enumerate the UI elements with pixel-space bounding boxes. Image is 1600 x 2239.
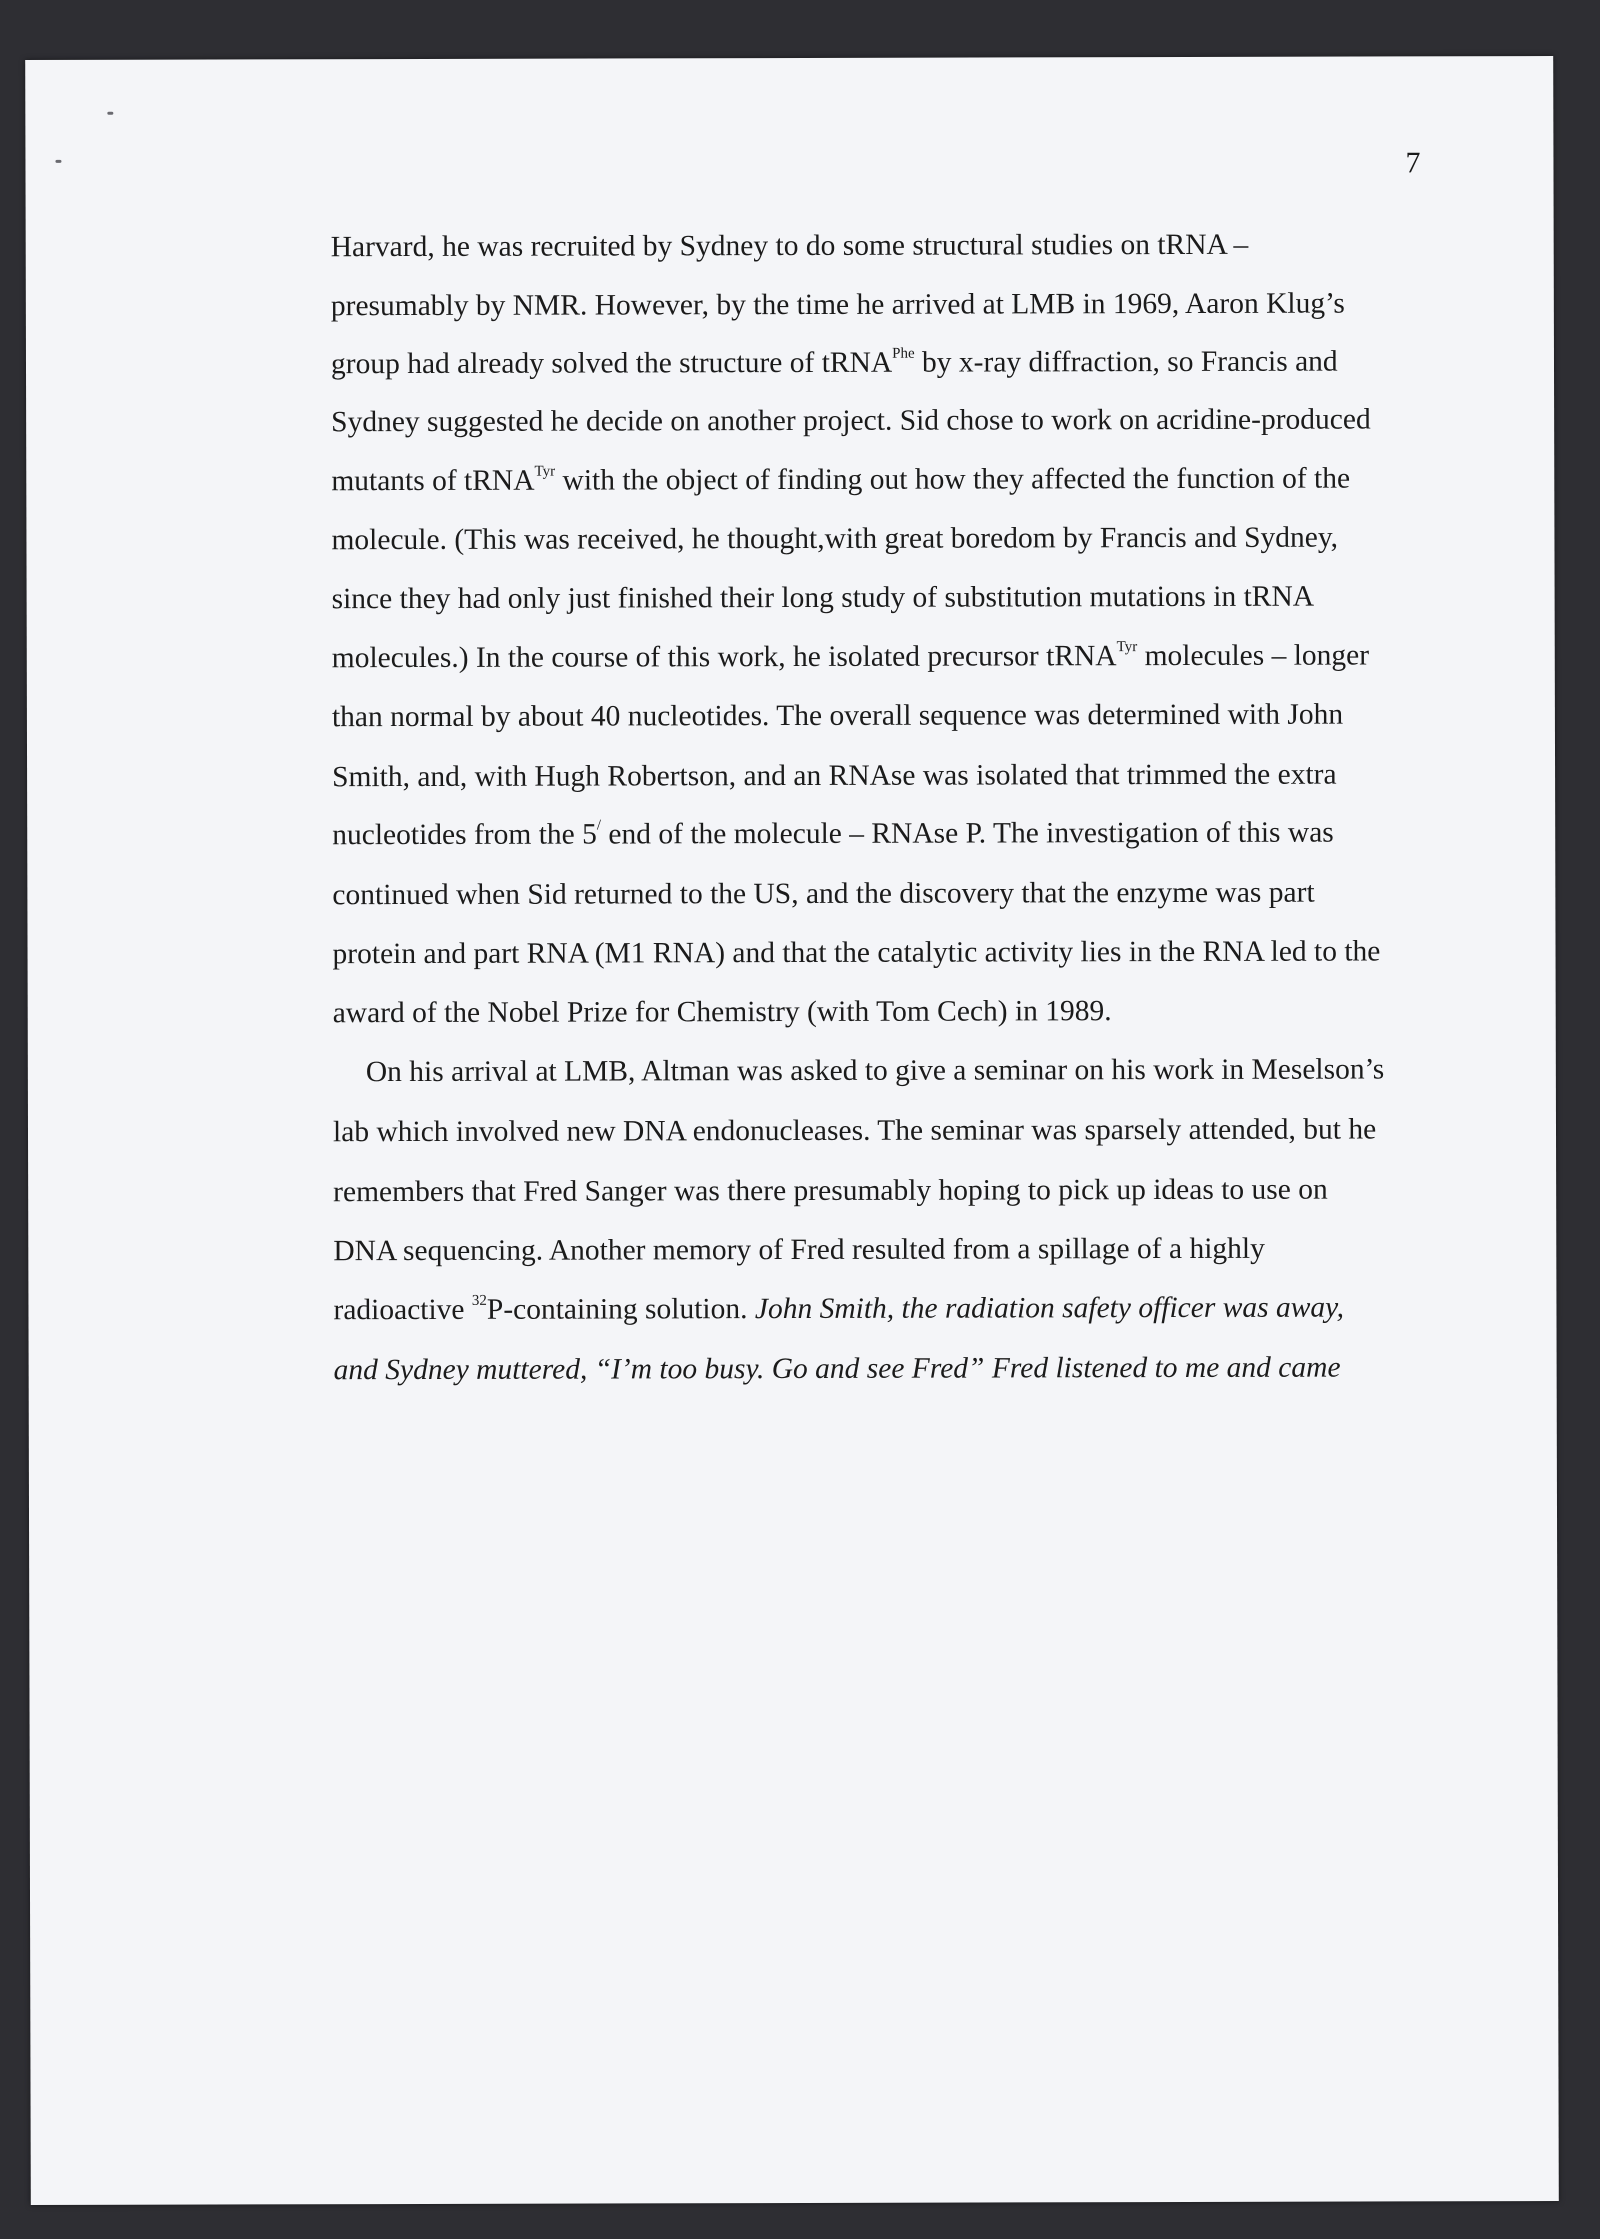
- text-line-8: molecules.) In the course of this work, he isolated precursor tRNA$^{Tyr}$ molecules – longer: [331, 639, 1370, 675]
- text-line-5: mutants of tRNA$^{Tyr}$ with the object of finding out how they affected the function of the: [331, 462, 1351, 498]
- superscript: Tyr: [534, 463, 556, 480]
- superscript: Tyr: [1116, 639, 1138, 656]
- text-line-18: DNA sequencing. Another memory of Fred resulted from a spillage of a highly: [333, 1232, 1265, 1268]
- text-line-12: continued when Sid returned to the US, and the discovery that the enzyme was part: [332, 876, 1315, 912]
- text-line-7: since they had only just finished their long study of substitution mutations in tRNA: [331, 580, 1315, 616]
- text-line-16: lab which involved new DNA endonucleases. The seminar was sparsely attended, but he: [332, 1113, 1377, 1149]
- text-line-4: Sydney suggested he decide on another project. Sid chose to work on acridine-produced: [331, 403, 1371, 439]
- text-line-1: Harvard, he was recruited by Sydney to do some structural studies on tRNA –: [330, 228, 1249, 264]
- document-page: [25, 56, 1559, 2205]
- text-line-15: On his arrival at LMB, Altman was asked to give a seminar on his work in Meselson’s: [365, 1053, 1385, 1089]
- text-line-3: group had already solved the structure of tRNA$^{Phe}$ by x-ray diffraction, so Francis and: [330, 345, 1338, 381]
- text-line-2: presumably by NMR. However, by the time he arrived at LMB in 1969, Aaron Klug’s: [330, 287, 1345, 323]
- scan-speck: [55, 160, 61, 163]
- text-line-13: protein and part RNA (M1 RNA) and that the catalytic activity lies in the RNA led to the: [332, 935, 1381, 971]
- text-line-20: and Sydney muttered, “I’m too busy. Go and see Fred” Fred listened to me and came: [333, 1351, 1341, 1387]
- superscript: 32: [471, 1292, 487, 1309]
- scan-speck: [107, 112, 113, 115]
- text-line-6: molecule. (This was received, he thought,with great boredom by Francis and Sydney,: [331, 521, 1339, 557]
- text-line-19: radioactive $^{32}$P-containing solution. John Smith, the radiation safety officer was away,: [333, 1291, 1345, 1327]
- superscript: Phe: [892, 345, 915, 362]
- text-line-9: than normal by about 40 nucleotides. The overall sequence was determined with John: [331, 698, 1344, 734]
- page-number: 7: [1405, 146, 1421, 180]
- superscript: /: [596, 817, 602, 834]
- text-line-11: nucleotides from the 5/ end of the molecule – RNAse P. The investigation of this was: [332, 816, 1334, 852]
- text-line-17: remembers that Fred Sanger was there presumably hoping to pick up ideas to use on: [333, 1173, 1328, 1209]
- text-line-10: Smith, and, with Hugh Robertson, and an RNAse was isolated that trimmed the extra: [332, 758, 1337, 794]
- text-line-14: award of the Nobel Prize for Chemistry (with Tom Cech) in 1989.: [332, 995, 1112, 1030]
